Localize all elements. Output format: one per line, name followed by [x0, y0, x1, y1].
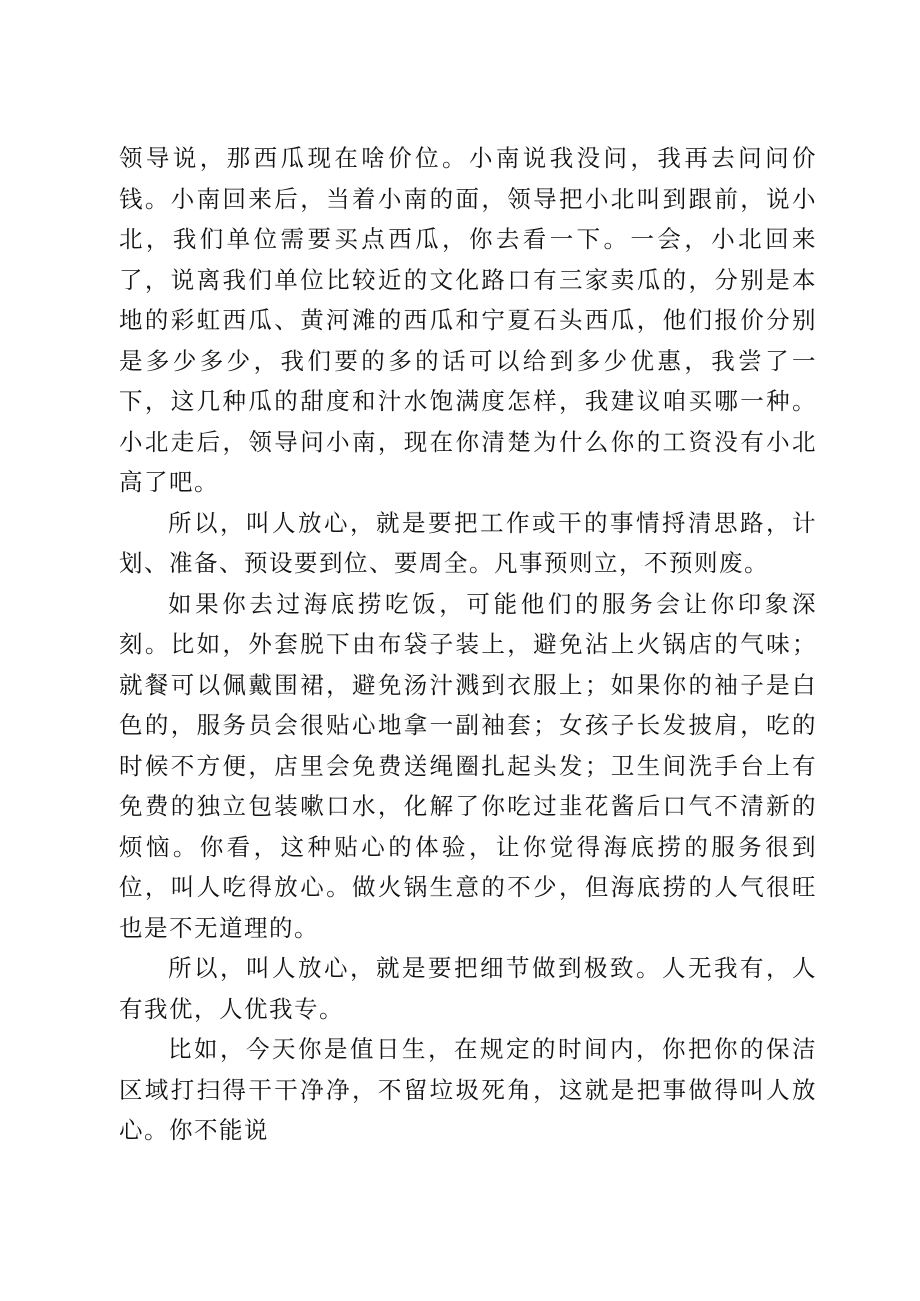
paragraph-5: 比如，今天你是值日生，在规定的时间内，你把你的保洁区域打扫得干干净净，不留垃圾死角，这就是把事做得叫人放心。你不能说	[119, 1035, 817, 1144]
body-text	[119, 138, 817, 1151]
paragraph-1: 领导说，那西瓜现在啥价位。小南说我没问，我再去问问价钱。小南回来后，当着小南的面，领导把小北叫到跟前，说小北，我们单位需要买点西瓜，你去看一下。一会，小北回来了，说离我们单位比较近的文化路口有三家卖瓜的，分别是本地的彩虹西瓜、黄河滩的西瓜和宁夏石头西瓜，他们报价分别是多少多少，我们要的多的话可以给到多少优惠，我尝了一下，这几种瓜的甜度和汁水饱满度怎样，我建议咱买哪一种。小北走后，领导问小南，现在你清楚为什么你的工资没有小北高了吧。	[119, 144, 817, 496]
paragraph-2: 所以，叫人放心，就是要把工作或干的事情捋清思路，计划、准备、预设要到位、要周全。凡事预则立，不预则废。	[119, 508, 817, 577]
paragraph-3: 如果你去过海底捞吃饭，可能他们的服务会让你印象深刻。比如，外套脱下由布袋子装上，避免沾上火锅店的气味；就餐可以佩戴围裙，避免汤汁溅到衣服上；如果你的袖子是白色的，服务员会很贴心地拿一副袖套；女孩子长发披肩，吃的时候不方便，店里会免费送绳圈扎起头发；卫生间洗手台上有免费的独立包装嗽口水，化解了你吃过韭花酱后口气不清新的烦恼。你看，这种贴心的体验，让你觉得海底捞的服务很到位，叫人吃得放心。做火锅生意的不少，但海底捞的人气很旺也是不无道理的。	[119, 589, 817, 942]
paragraph-4: 所以，叫人放心，就是要把细节做到极致。人无我有，人有我优，人优我专。	[119, 954, 817, 1023]
